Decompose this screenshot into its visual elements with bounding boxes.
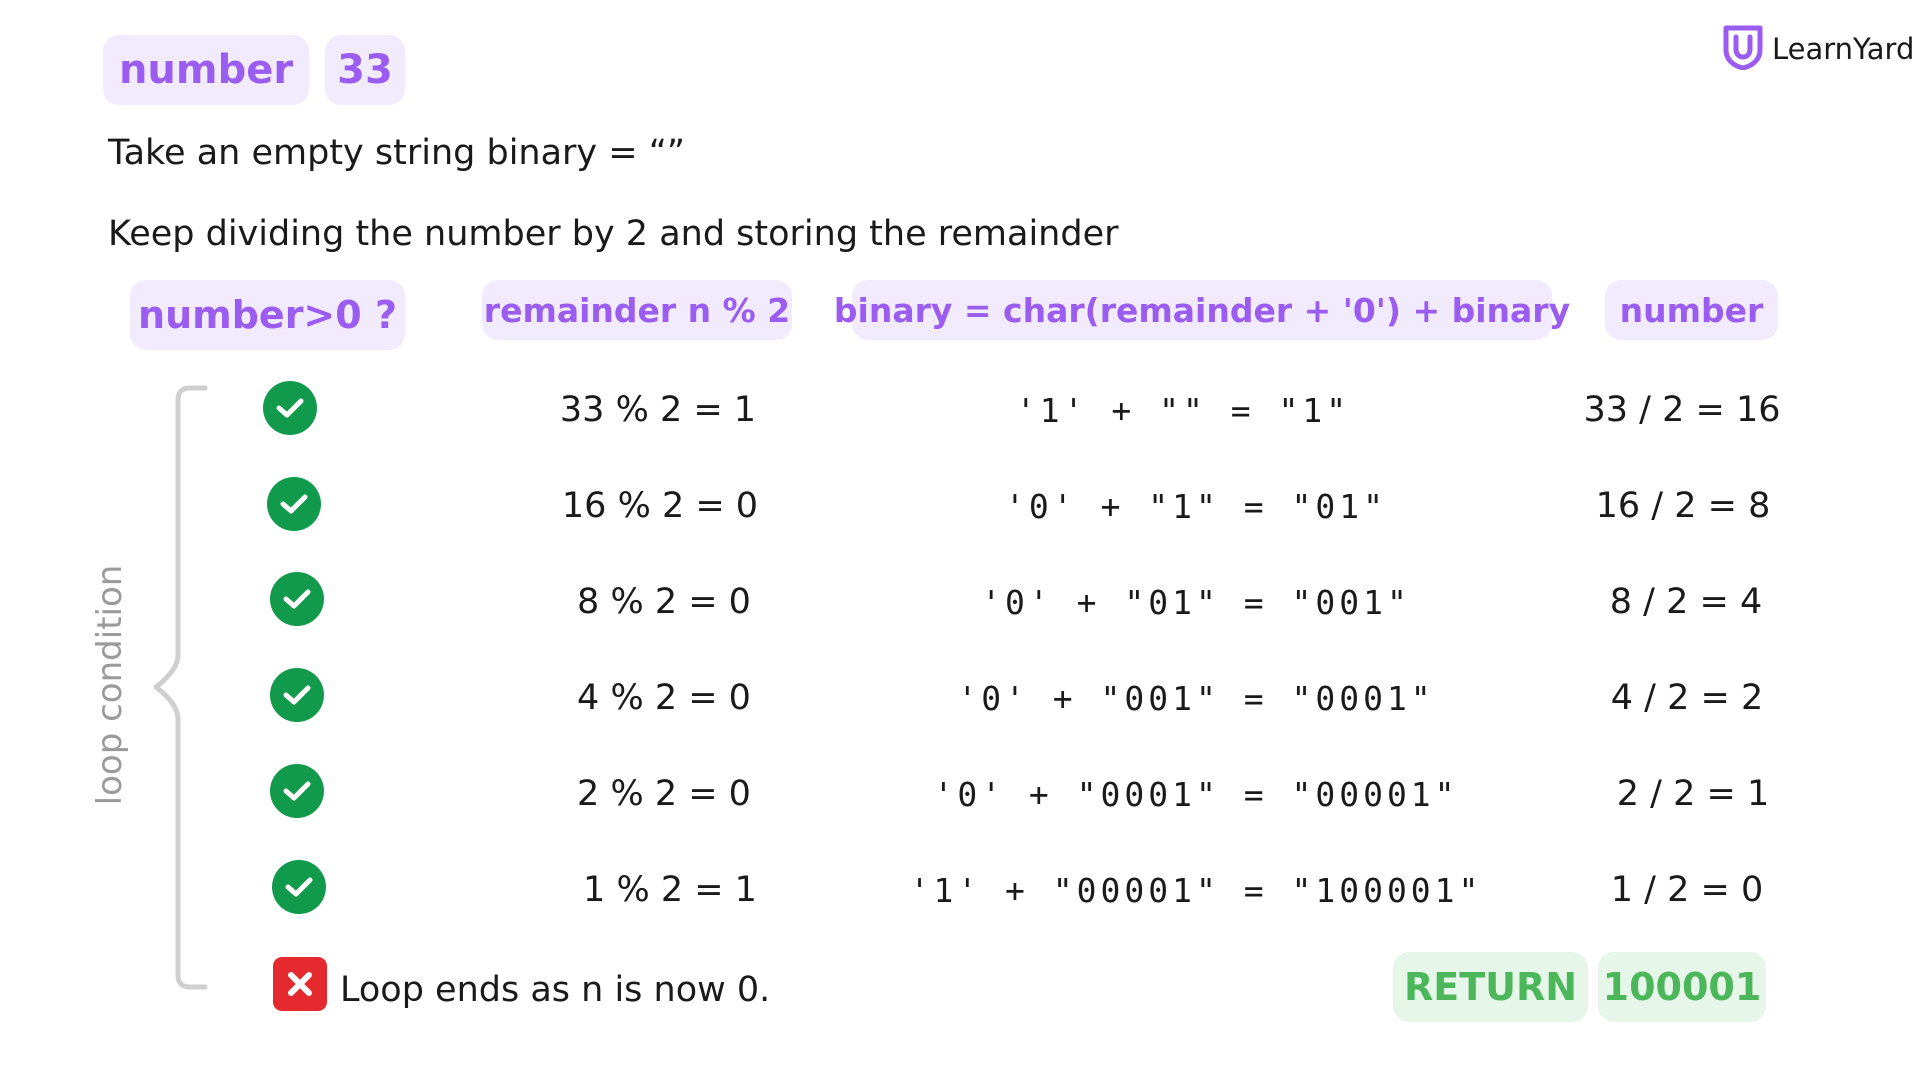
remainder-cell: 16 % 2 = 0 [561,486,759,526]
number-cell: 4 / 2 = 2 [1610,678,1764,718]
return-label-pill: RETURN [1393,952,1588,1022]
check-icon [270,572,324,626]
check-icon [263,381,317,435]
check-icon [270,764,324,818]
check-icon [272,860,326,914]
check-icon [267,477,321,531]
column-header-remainder: remainder n % 2 [482,280,792,340]
number-cell: 33 / 2 = 16 [1583,390,1781,430]
shield-u-icon [1722,24,1764,74]
column-header-binary: binary = char(remainder + '0') + binary [852,280,1552,340]
binary-cell: '0' + "001" = "0001" [957,679,1435,718]
binary-cell: '0' + "0001" = "00001" [933,775,1459,814]
binary-cell: '1' + "00001" = "100001" [909,871,1483,910]
remainder-cell: 2 % 2 = 0 [577,774,751,814]
learnyard-logo [1722,24,1914,74]
binary-cell: '0' + "1" = "01" [1005,487,1387,526]
remainder-cell: 4 % 2 = 0 [577,678,751,718]
instruction-line-2: Keep dividing the number by 2 and storing the remainder [108,214,1119,254]
cross-icon [273,957,327,1011]
number-cell: 2 / 2 = 1 [1616,774,1770,814]
variable-name-pill [103,35,309,105]
remainder-cell: 1 % 2 = 1 [583,870,757,910]
loop-end-text: Loop ends as n is now 0. [340,970,771,1010]
binary-cell: '1' + "" = "1" [1015,391,1351,430]
variable-value: 33 [337,47,393,93]
column-header-condition: number>0 ? [130,280,405,350]
column-header-number: number [1605,280,1778,340]
instruction-line-1: Take an empty string binary = “” [108,133,685,173]
number-cell: 1 / 2 = 0 [1610,870,1764,910]
variable-value-pill [325,35,405,105]
remainder-cell: 8 % 2 = 0 [577,582,751,622]
variable-name: number [118,47,294,93]
check-icon [270,668,324,722]
loop-condition-label: loop condition [90,564,130,806]
binary-cell: '0' + "01" = "001" [981,583,1411,622]
logo-text: LearnYard [1772,32,1915,66]
loop-brace [150,385,210,990]
return-value-pill: 100001 [1598,952,1766,1022]
number-cell: 16 / 2 = 8 [1595,486,1771,526]
remainder-cell: 33 % 2 = 1 [559,390,757,430]
number-cell: 8 / 2 = 4 [1609,582,1763,622]
